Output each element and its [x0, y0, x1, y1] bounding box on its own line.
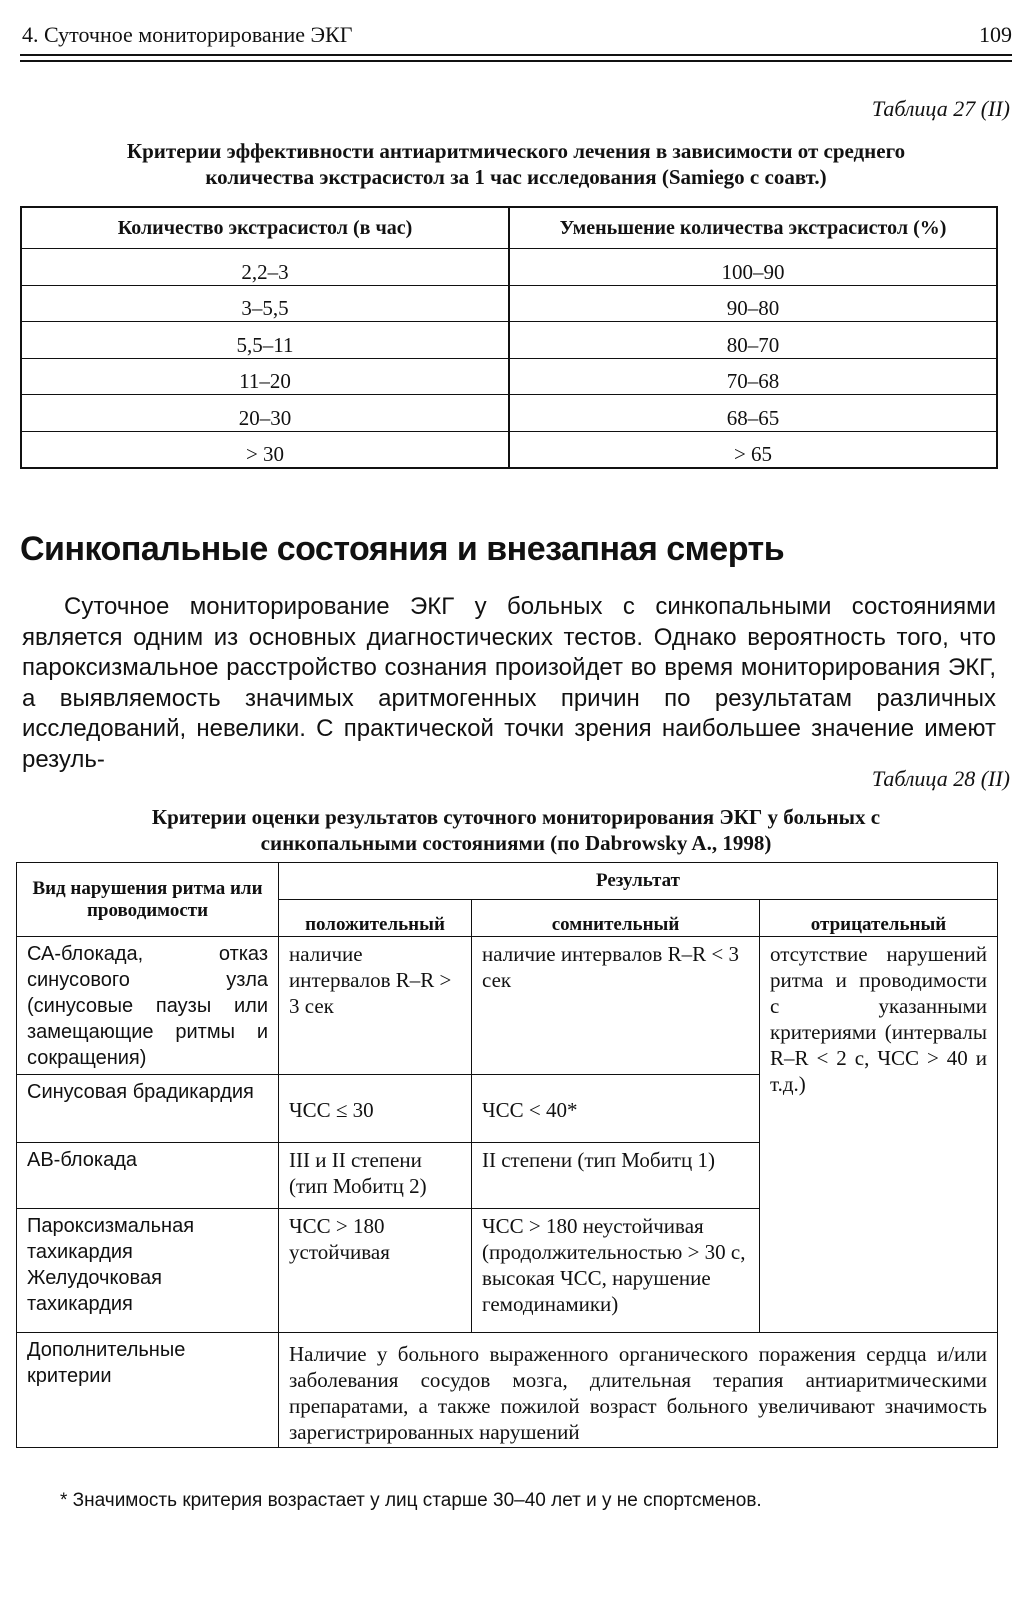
table28-cell-type: АВ-блокада — [17, 1143, 279, 1209]
table-row — [21, 249, 997, 286]
table27-cell-reduction: > 65 — [509, 431, 997, 468]
header-rule-top — [20, 54, 1012, 56]
table27-caption: Таблица 27 (II) — [871, 96, 1010, 121]
table-row — [21, 322, 997, 359]
table27-cell-reduction: 80–70 — [509, 322, 997, 359]
table27-title — [20, 138, 1012, 190]
table27-cell-reduction: 100–90 — [509, 249, 997, 286]
table27-cell-count: 3–5,5 — [21, 285, 509, 322]
table28-cell-extra-label: Дополнительные критерии — [17, 1333, 279, 1448]
table27-cell-reduction: 90–80 — [509, 285, 997, 322]
table28-title-line1: Критерии оценки результатов суточного мониторирования ЭКГ у больных с — [151, 805, 881, 829]
table28-caption: Таблица 28 (II) — [871, 766, 1010, 791]
table28-title — [20, 804, 1012, 856]
table28-col-type: Вид нарушения ритма или проводимости — [17, 863, 279, 937]
table-row — [21, 431, 997, 468]
table27-cell-count: 5,5–11 — [21, 322, 509, 359]
table28-cell-positive: ЧСС ≤ 30 — [279, 1075, 472, 1143]
section-title: Синкопальные состояния и внезапная смерть — [20, 530, 785, 568]
table28-cell-doubtful: ЧСС < 40* — [472, 1075, 760, 1143]
table27-cell-count: 2,2–3 — [21, 249, 509, 286]
table28-cell-type: Синусовая брадикардия — [17, 1075, 279, 1143]
table28-header-row-1 — [17, 863, 998, 900]
table27-col-reduction: Уменьшение количества экстрасистол (%) — [509, 207, 997, 249]
chapter-title: 4. Суточное мониторирование ЭКГ — [22, 22, 353, 47]
table27-cell-reduction: 70–68 — [509, 358, 997, 395]
table-row — [21, 358, 997, 395]
table28-cell-doubtful: II степени (тип Мобитц 1) — [472, 1143, 760, 1209]
table28-col-positive: положительный — [279, 900, 472, 937]
table28-cell-extra-text: Наличие у больного выраженного органического поражения сердца и/или заболевания сосудов мозга, длительная терапия антиаритмическими препаратами, а также пожилой возраст больного увеличивают значимость зарегистрированных нарушений — [279, 1333, 998, 1448]
table27 — [20, 206, 998, 469]
table-row — [17, 1333, 998, 1448]
table27-cell-count: 20–30 — [21, 395, 509, 432]
table28-col-doubtful: сомнительный — [472, 900, 760, 937]
table27-title-line1: Критерии эффективности антиаритмического лечения в зависимости от среднего — [126, 139, 906, 163]
footnote: * Значимость критерия возрастает у лиц старше 30–40 лет и у не спортсменов. — [60, 1490, 762, 1511]
table28-cell-positive: III и II степени (тип Мобитц 2) — [279, 1143, 472, 1209]
table28-cell-type: Пароксизмальная тахикардия Желудочковая тахикардия — [17, 1209, 279, 1333]
body-paragraph: Суточное мониторирование ЭКГ у больных с синкопальными состояниями является одним из основных диагностических тестов. Однако вероятность того, что пароксизмальное расстройство сознания произойдет во время мониторирования ЭКГ, а выявляемость значимых аритмогенных причин по результатам различных исследований, невелики. С практической точки зрения наибольшее значение имеют резуль- — [22, 593, 996, 773]
table27-cell-reduction: 68–65 — [509, 395, 997, 432]
table28 — [16, 862, 998, 1448]
table28-cell-doubtful: наличие интервалов R–R < 3 сек — [472, 937, 760, 1075]
running-head — [22, 22, 1012, 52]
table28-cell-positive: ЧСС > 180 устойчивая — [279, 1209, 472, 1333]
table-row — [21, 285, 997, 322]
table28-cell-negative: отсутствие нарушений ритма и проводимости с указанными критериями (интервалы R–R < 2 с, ЧСС > 40 и т.д.) — [760, 937, 998, 1333]
table28-cell-positive: наличие интервалов R–R > 3 сек — [279, 937, 472, 1075]
table27-cell-count: 11–20 — [21, 358, 509, 395]
table-row — [21, 395, 997, 432]
table27-col-count: Количество экстрасистол (в час) — [21, 207, 509, 249]
table28-cell-doubtful: ЧСС > 180 неустойчивая (продолжительностью > 30 с, высокая ЧСС, нарушение гемодинамики) — [472, 1209, 760, 1333]
table28-title-line2: синкопальными состояниями (по Dabrowsky A., 1998) — [260, 831, 772, 855]
table28-col-negative: отрицательный — [760, 900, 998, 937]
table27-title-line2: количества экстрасистол за 1 час исследования (Samiego с соавт.) — [205, 165, 827, 189]
table27-header-row — [21, 207, 997, 249]
header-rule-bottom — [20, 60, 1012, 62]
table-row — [17, 937, 998, 1075]
table28-cell-type: СА-блокада, отказ синусового узла (синусовые паузы или замещающие ритмы и сокращения) — [17, 937, 279, 1075]
page-number: 109 — [979, 22, 1012, 47]
table28-col-group: Результат — [279, 863, 998, 900]
table27-cell-count: > 30 — [21, 431, 509, 468]
